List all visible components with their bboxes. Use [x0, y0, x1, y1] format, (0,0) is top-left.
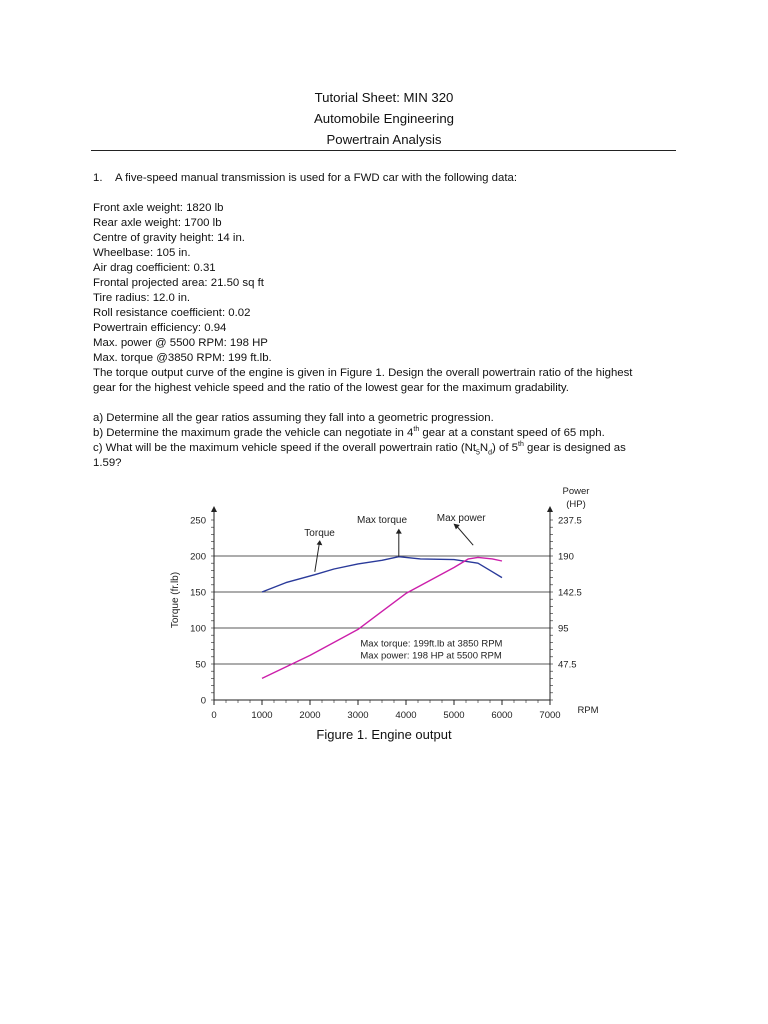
y2-axis-arrow: [547, 506, 553, 512]
max-torque-note: Max torque: 199ft.lb at 3850 RPM: [360, 638, 503, 650]
x-tick-label: 0: [211, 710, 217, 720]
data-line: Tire radius: 12.0 in.: [93, 292, 191, 304]
y-tick-label: 0: [200, 695, 206, 707]
data-line: Powertrain efficiency: 0.94: [93, 322, 227, 334]
data-line: Centre of gravity height: 14 in.: [93, 232, 245, 244]
header-title: Tutorial Sheet: MIN 320: [314, 90, 454, 105]
y-axis-arrow: [211, 506, 217, 512]
y-tick-label: 250: [190, 515, 206, 527]
header-divider: [91, 150, 676, 151]
y2-axis-label: (HP): [566, 499, 586, 510]
part-a: a) Determine all the gear ratios assuming they fall into a geometric progression.: [93, 412, 494, 424]
x-axis-label: RPM: [577, 705, 599, 716]
y-tick-label: 150: [190, 587, 206, 599]
max-torque-arrowhead: [396, 529, 402, 534]
data-line: Wheelbase: 105 in.: [93, 247, 191, 259]
torque-annotation-arrow: [315, 542, 320, 572]
torque-arrowhead: [317, 540, 323, 545]
y-axis-label: Torque (fr.lb): [170, 571, 181, 629]
data-line: Max. power @ 5500 RPM: 198 HP: [93, 337, 268, 349]
y-tick-label: 100: [190, 623, 206, 635]
x-tick-label: 5000: [443, 710, 465, 720]
question-intro: [93, 171, 678, 186]
torque-annotation: Torque: [304, 527, 335, 539]
y2-axis-label: Power: [562, 486, 590, 497]
data-line: Roll resistance coefficient: 0.02: [93, 307, 251, 319]
x-tick-label: 1000: [251, 710, 273, 720]
y2-tick-label: 190: [558, 551, 574, 563]
data-line: Air drag coefficient: 0.31: [93, 262, 216, 274]
x-tick-label: 2000: [299, 710, 321, 720]
figure-caption: Figure 1. Engine output: [316, 727, 452, 742]
question-block: [93, 171, 678, 471]
x-tick-label: 4000: [395, 710, 417, 720]
y2-tick-label: 95: [558, 623, 569, 635]
header-subject: Automobile Engineering: [313, 111, 455, 126]
part-c: c) What will be the maximum vehicle speed if the overall powertrain ratio $(Nt_5N_d)$ of 5th gear is designed as: [93, 441, 626, 457]
description-line: gear for the highest vehicle speed and the ratio of the lowest gear for the maximum gradability.: [93, 382, 569, 394]
question-intro-text: A five-speed manual transmission is used for a FWD car with the following data:: [115, 172, 518, 184]
torque-series-line: [262, 557, 502, 592]
y-tick-label: 50: [195, 659, 206, 671]
data-line: Front axle weight: 1820 lb: [93, 202, 224, 214]
data-line: Frontal projected area: 21.50 sq ft: [93, 277, 264, 289]
max-power-arrow: [456, 526, 473, 545]
max-torque-annotation: Max torque: [356, 515, 408, 526]
x-tick-label: 7000: [539, 710, 561, 720]
engine-output-chart: [160, 480, 620, 720]
y2-tick-label: 47.5: [558, 659, 577, 671]
max-power-annotation: Max power: [436, 512, 486, 524]
y2-tick-label: 237.5: [558, 515, 582, 527]
part-b: b) Determine the maximum grade the vehicle can negotiate in 4th gear at a constant speed of 65 mph.: [93, 426, 605, 439]
y2-tick-label: 142.5: [558, 587, 582, 599]
y-tick-label: 200: [190, 551, 206, 563]
header-topic: Powertrain Analysis: [326, 132, 442, 147]
header: [0, 87, 768, 150]
part-c-continued: 1.59?: [93, 457, 122, 469]
question-number: 1.: [93, 172, 103, 184]
data-list: [93, 201, 678, 396]
max-power-note: Max power: 198 HP at 5500 RPM: [360, 650, 502, 662]
data-line: Rear axle weight: 1700 lb: [93, 217, 222, 229]
x-tick-label: 6000: [491, 710, 513, 720]
x-tick-label: 3000: [347, 710, 369, 720]
description-line: The torque output curve of the engine is given in Figure 1. Design the overall powertrain ratio of the highest: [93, 367, 633, 379]
data-line: Max. torque @3850 RPM: 199 ft.lb.: [93, 352, 272, 364]
